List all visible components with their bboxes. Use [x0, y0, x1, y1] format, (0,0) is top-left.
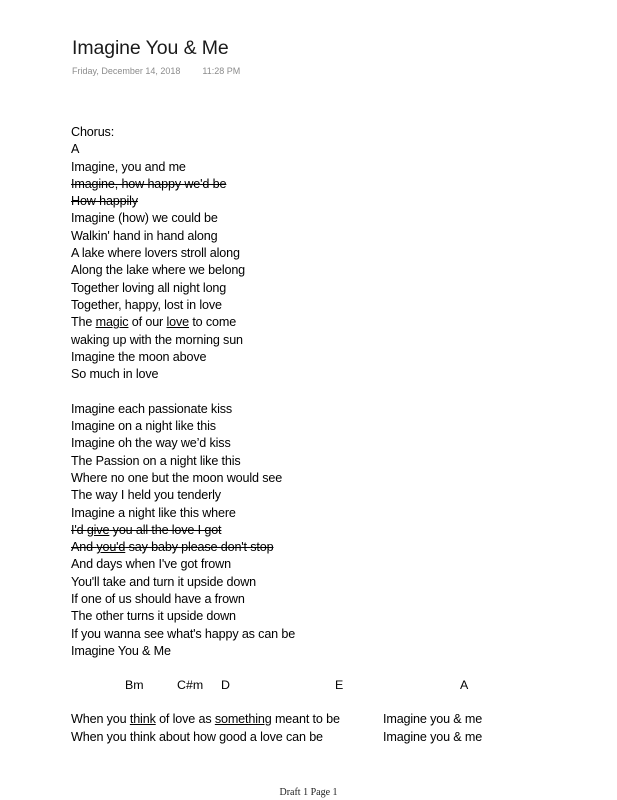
text-segment: Walkin' hand in hand along — [71, 228, 218, 243]
chord-label: D — [221, 678, 230, 692]
lyric-line — [71, 193, 295, 210]
lyric-line — [71, 262, 295, 279]
lyric-line — [71, 608, 295, 625]
lyric-line — [71, 349, 295, 366]
text-segment: Imagine on a night like this — [71, 419, 216, 434]
struck-text: say baby please don't stop — [125, 540, 274, 555]
text-segment: Chorus: — [71, 125, 115, 139]
text-segment: The other turns it upside down — [71, 609, 236, 624]
lyric-line — [71, 176, 295, 193]
page-title: Imagine You & Me — [72, 37, 229, 59]
lyric-line — [71, 228, 295, 245]
chord-label: E — [335, 678, 344, 692]
lyric-line — [71, 401, 295, 418]
text-segment: of love as — [155, 712, 215, 726]
text-segment: Imagine, you and me — [71, 159, 186, 174]
underlined-text: think — [129, 712, 156, 726]
text-segment: Imagine the moon above — [71, 349, 207, 364]
lyric-line — [71, 643, 295, 660]
text-segment: The — [71, 315, 96, 330]
text-segment: Together loving all night long — [71, 280, 227, 295]
lyric-line — [71, 366, 295, 383]
text-segment: Together, happy, lost in love — [71, 297, 222, 312]
lyric-line — [71, 159, 295, 176]
struck-text: How happily — [71, 194, 138, 209]
lyric-line — [71, 297, 295, 314]
text-segment: When you think about how good a love can be — [71, 729, 323, 744]
underlined-text: something — [214, 712, 272, 726]
chord-label: C#m — [177, 678, 204, 692]
text-segment: You'll take and turn it upside down — [71, 574, 257, 589]
text-segment: When you — [71, 712, 130, 726]
struck-text: you'd — [96, 540, 126, 555]
lyric-line — [71, 124, 295, 141]
text-segment: A — [71, 142, 80, 157]
text-segment: And days when I've got frown — [71, 557, 231, 572]
text-segment: The way I held you tenderly — [71, 488, 221, 503]
bridge-section — [71, 711, 483, 746]
lyric-line — [71, 522, 295, 539]
text-segment: Imagine each passionate kiss — [71, 401, 233, 416]
lyric-line — [71, 314, 295, 331]
lyric-line — [71, 556, 295, 573]
lyric-line — [71, 574, 295, 591]
text-segment: of our — [128, 315, 167, 330]
struck-text: you all the love I got — [109, 522, 222, 537]
lyric-line — [71, 487, 295, 504]
bridge-line — [71, 729, 483, 747]
text-segment: Imagine You & Me — [71, 643, 171, 658]
lyric-line — [71, 539, 295, 556]
bridge-lyric — [71, 712, 340, 726]
lyric-line — [71, 141, 295, 158]
text-segment: Imagine (how) we could be — [71, 211, 218, 226]
blank-line — [71, 383, 295, 400]
struck-text: give — [86, 522, 110, 537]
chord-label: Bm — [125, 678, 144, 692]
text-segment: The Passion on a night like this — [71, 453, 241, 468]
lyric-line — [71, 245, 295, 262]
struck-text: And — [71, 540, 97, 555]
text-segment: Imagine a night like this where — [71, 505, 236, 520]
lyrics-body — [71, 124, 295, 660]
text-segment: A lake where lovers stroll along — [71, 246, 240, 261]
lyric-line — [71, 591, 295, 608]
struck-text: Imagine, how happy we'd be — [71, 176, 227, 191]
lyric-line — [71, 280, 295, 297]
lyric-line — [71, 453, 295, 470]
text-segment: Where no one but the moon would see — [71, 470, 283, 485]
page-metadata — [72, 66, 240, 76]
lyric-line — [71, 626, 295, 643]
bridge-response: Imagine you & me — [383, 729, 483, 744]
lyric-line — [71, 210, 295, 227]
bridge-response: Imagine you & me — [383, 712, 483, 726]
text-segment: to come — [188, 315, 237, 330]
lyric-line — [71, 505, 295, 522]
text-segment: So much in love — [71, 367, 159, 382]
text-segment: meant to be — [271, 712, 340, 726]
struck-text: I'd — [71, 522, 87, 537]
page-date: Friday, December 14, 2018 — [72, 66, 181, 76]
chord-label: A — [460, 678, 469, 692]
text-segment: waking up with the morning sun — [71, 332, 243, 347]
lyric-line — [71, 332, 295, 349]
bridge-line — [71, 711, 483, 729]
text-segment: If you wanna see what's happy as can be — [71, 626, 296, 641]
page-footer: Draft 1 Page 1 — [279, 787, 338, 798]
text-segment: Along the lake where we belong — [71, 263, 246, 278]
text-segment: If one of us should have a frown — [71, 592, 245, 607]
page-time: 11:28 PM — [202, 66, 241, 76]
chord-row — [0, 678, 617, 696]
underlined-text: magic — [95, 315, 129, 330]
bridge-lyric — [71, 730, 323, 744]
underlined-text: love — [166, 315, 189, 330]
lyric-line — [71, 435, 295, 452]
lyric-line — [71, 418, 295, 435]
lyric-line — [71, 470, 295, 487]
text-segment: Imagine oh the way we’d kiss — [71, 436, 231, 451]
